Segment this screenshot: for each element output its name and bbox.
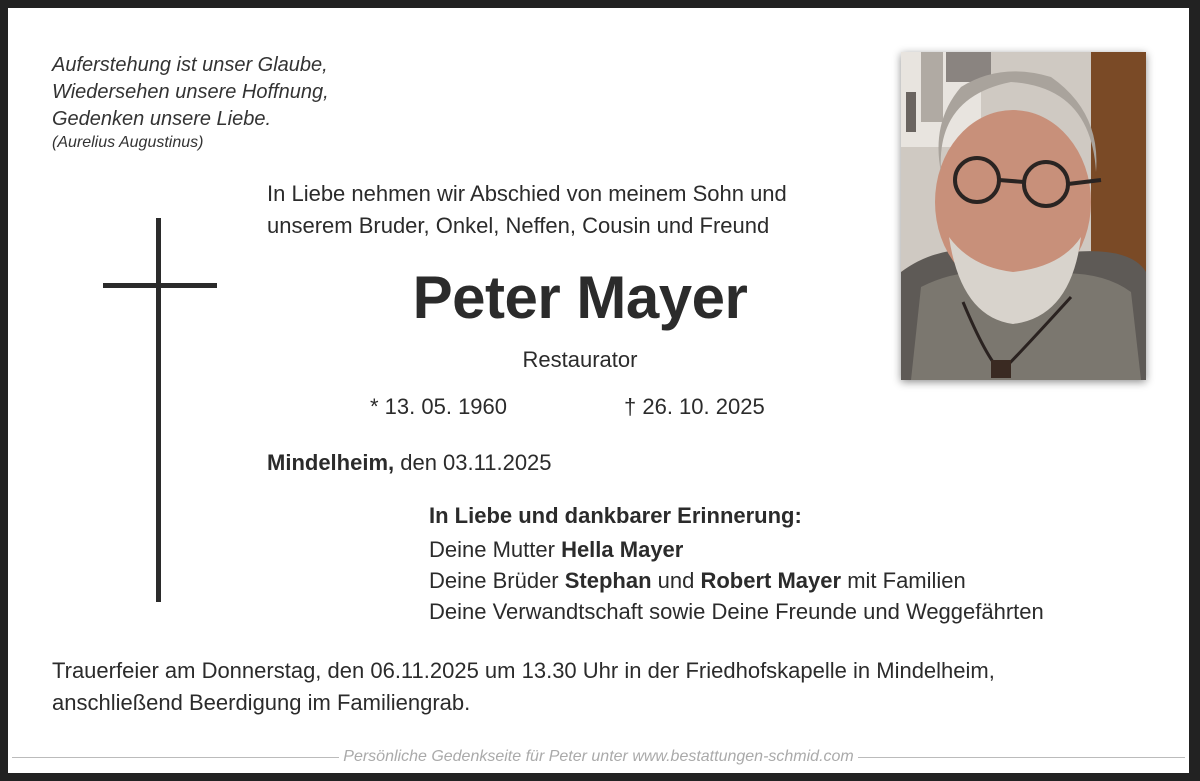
mourner-mother-name: Hella Mayer <box>561 537 684 562</box>
intro-line-1: In Liebe nehmen wir Abschied von meinem Sohn und <box>267 181 787 206</box>
quote-block <box>52 52 329 153</box>
footer <box>8 746 1189 768</box>
quote-author: (Aurelius Augustinus) <box>52 134 204 151</box>
quote-line-1: Auferstehung ist unser Glaube, <box>52 54 328 76</box>
service-line-2: anschließend Beerdigung im Familiengrab. <box>52 690 471 715</box>
mourner-row-mother <box>429 534 1044 565</box>
mourner-row-2-prefix: Deine Brüder <box>429 568 565 593</box>
quote-line-2: Wiedersehen unsere Hoffnung, <box>52 81 329 103</box>
portrait-photo <box>901 52 1146 380</box>
intro-line-2: unserem Bruder, Onkel, Neffen, Cousin und Freund <box>267 213 770 238</box>
cross-icon-horizontal <box>103 283 217 288</box>
mourners-heading: In Liebe und dankbarer Erinnerung: <box>429 503 802 528</box>
deceased-occupation: Restaurator <box>522 347 638 372</box>
mourner-row-1-prefix: Deine Mutter <box>429 537 562 562</box>
place-date-text: den 03.11.2025 <box>394 450 552 475</box>
mourner-row-relatives: Deine Verwandtschaft sowie Deine Freunde und Weggefährten <box>429 599 1044 624</box>
place-date <box>267 448 552 478</box>
service-line-1: Trauerfeier am Donnerstag, den 06.11.2025 um 13.30 Uhr in der Friedhofskapelle in Mindelheim, <box>52 658 995 683</box>
obituary-card <box>8 8 1189 773</box>
deceased-name: Peter Mayer <box>412 264 748 331</box>
death-date: † 26. 10. 2025 <box>624 394 765 419</box>
portrait-image <box>901 52 1146 380</box>
mourner-row-brothers <box>429 565 1044 596</box>
footer-divider-left <box>12 757 339 758</box>
quote-line-3: Gedenken unsere Liebe. <box>52 108 272 130</box>
place-city: Mindelheim, <box>267 450 395 475</box>
footer-divider-right <box>858 757 1185 758</box>
mourner-row-2-mid: und <box>651 568 701 593</box>
mourner-brother-1-name: Stephan <box>564 568 652 593</box>
memorial-page-link[interactable]: Persönliche Gedenkseite für Peter unter www.bestattungen-schmid.com <box>343 748 854 765</box>
mourners-block <box>429 500 1044 627</box>
mourner-row-2-suffix: mit Familien <box>841 568 966 593</box>
birth-date: * 13. 05. 1960 <box>370 394 508 419</box>
funeral-service-text <box>52 655 995 719</box>
cross-icon-vertical <box>156 218 161 602</box>
mourner-brother-2-name: Robert Mayer <box>700 568 842 593</box>
intro-text <box>267 178 787 242</box>
